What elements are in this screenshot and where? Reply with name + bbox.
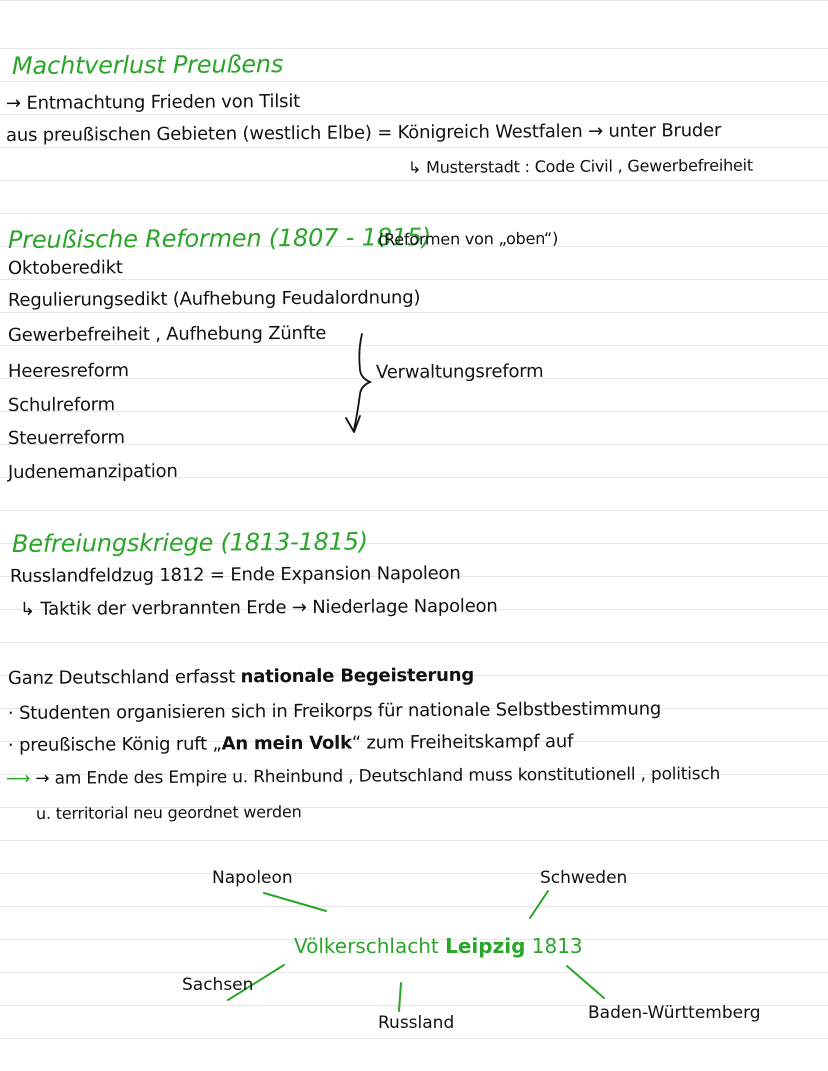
text-line: Russlandfeldzug 1812 = Ende Expansion Napoleon <box>9 562 461 587</box>
text-fragment: Völkerschlacht <box>294 934 446 958</box>
connector-russland <box>399 983 401 1011</box>
list-item: Heeresreform <box>7 360 129 382</box>
text-line: aus preußischen Gebieten (westlich Elbe) = Königreich Westfalen → unter Bruder <box>5 120 722 146</box>
bold-fragment: nationale Begeisterung <box>240 664 475 688</box>
connector-napoleon <box>264 893 326 911</box>
text-fragment: “ zum Freiheitskampf auf <box>351 731 574 754</box>
text-line: u. territorial neu geordnet werden <box>35 802 302 823</box>
text-fragment: Ganz Deutschland erfasst <box>7 666 241 689</box>
text-fragment: · preußische König ruft „ <box>7 733 222 756</box>
heading-machtverlust: Machtverlust Preußens <box>11 50 284 80</box>
heading-befreiungskriege: Befreiungskriege (1813-1815) <box>11 527 369 558</box>
text-line: ↳ Musterstadt : Code Civil , Gewerbefreiheit <box>407 155 754 177</box>
heading-note: (Reformen von „oben“) <box>377 228 559 249</box>
list-item: Oktoberedikt <box>7 257 123 279</box>
text-fragment: → am Ende des Empire u. Rheinbund , Deutschland muss konstitutionell , politisch <box>35 764 721 789</box>
list-item: Gewerbefreiheit , Aufhebung Zünfte <box>7 322 327 346</box>
mindmap-node-sachsen: Sachsen <box>182 975 254 995</box>
mindmap-node-schweden: Schweden <box>540 868 628 888</box>
connector-baden <box>567 966 604 998</box>
arrow-icon: ⟶ <box>5 768 36 789</box>
heading-reformen: Preußische Reformen (1807 - 1815) <box>7 223 432 254</box>
mindmap-node-russland: Russland <box>378 1013 455 1033</box>
connector-schweden <box>530 891 548 918</box>
text-line: → Entmachtung Frieden von Tilsit <box>5 90 301 114</box>
text-line: ↳ Taktik der verbrannten Erde → Niederlage Napoleon <box>19 595 498 620</box>
mindmap-node-baden: Baden-Württemberg <box>588 1003 761 1023</box>
bold-fragment: Leipzig <box>445 934 526 958</box>
list-item: Steuerreform <box>7 427 125 449</box>
list-item: Judenemanzipation <box>7 460 178 483</box>
mindmap-center <box>294 935 583 957</box>
bold-fragment: An mein Volk <box>221 732 352 755</box>
list-item: Regulierungsedikt (Aufhebung Feudalordnung) <box>7 287 421 311</box>
list-item: Schulreform <box>7 394 116 416</box>
mindmap-node-napoleon: Napoleon <box>212 868 293 888</box>
group-label: Verwaltungsreform <box>375 360 544 383</box>
text-line: · Studenten organisieren sich in Freikorps für nationale Selbstbestimmung <box>7 698 662 724</box>
text-fragment: 1813 <box>525 934 583 958</box>
